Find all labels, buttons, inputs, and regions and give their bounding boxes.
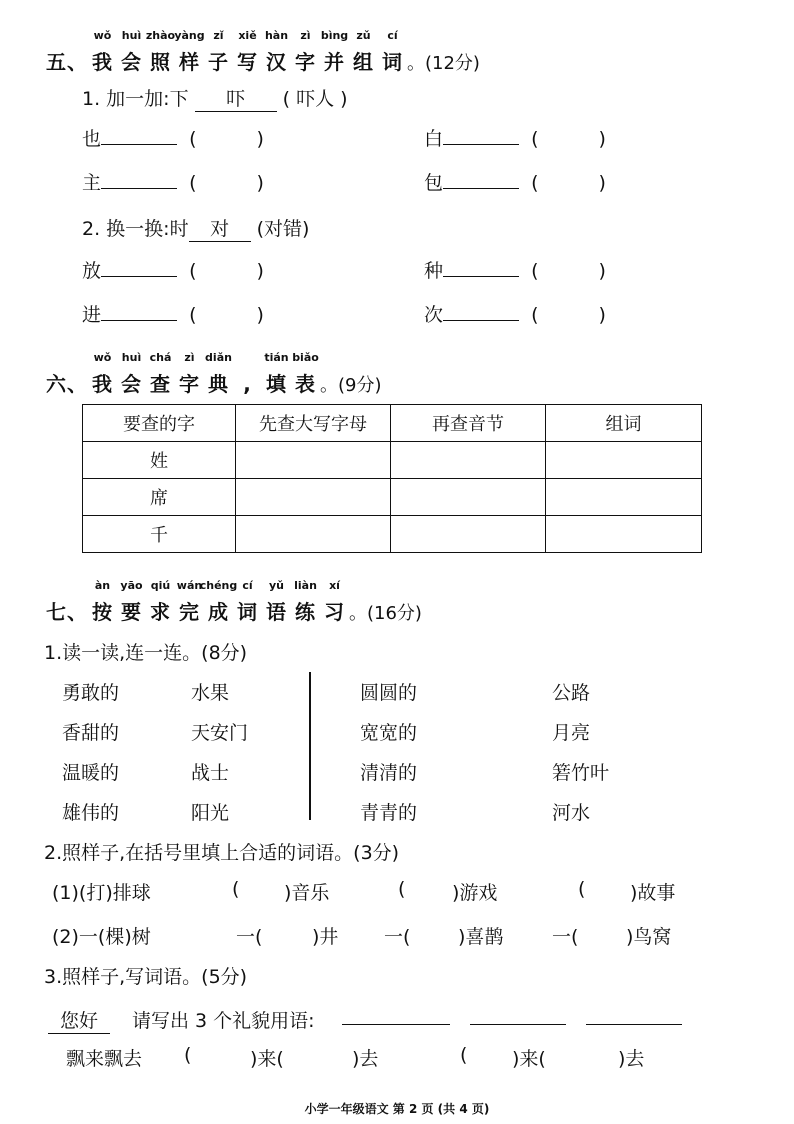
heading-char: huì 会 xyxy=(121,29,142,74)
section-5-score: 。(12分) xyxy=(407,53,480,74)
paren-open: ( xyxy=(578,878,586,900)
q3-word-part[interactable]: )来( xyxy=(250,1048,284,1070)
table-cell-empty[interactable] xyxy=(546,442,702,479)
match-item-d[interactable]: 公路 xyxy=(552,682,591,704)
dictionary-table xyxy=(82,404,702,553)
heading-char: hàn 汉 xyxy=(264,29,289,74)
s5-q1-line xyxy=(82,84,348,112)
pinyin-annotation: wán xyxy=(176,579,203,592)
pinyin-annotation: àn xyxy=(94,579,111,592)
s5-q1-item xyxy=(82,168,264,195)
s5-q1-item xyxy=(424,124,606,151)
s5-q2-char: 放 xyxy=(82,260,102,282)
heading-char: wǒ 我 xyxy=(92,351,113,396)
s5-q1-label: 1. 加一加:下 xyxy=(82,88,189,110)
page-footer: 小学一年级语文 第 2 页 (共 4 页) xyxy=(304,1102,490,1116)
column-divider xyxy=(309,672,311,820)
answer-blank[interactable] xyxy=(443,302,519,321)
q2-row2-word[interactable]: )井 xyxy=(312,926,339,948)
q3-example xyxy=(48,1006,110,1034)
heading-char: àn 按 xyxy=(92,579,113,624)
heading-char: huì 会 xyxy=(121,351,142,396)
heading-char: zì 字 xyxy=(295,29,316,74)
pinyin-annotation: yāo xyxy=(120,579,143,592)
match-item-b[interactable]: 战士 xyxy=(191,762,230,784)
s5-q1-item xyxy=(82,124,264,151)
heading-char: diǎn 典 xyxy=(205,351,232,396)
match-item-a[interactable]: 香甜的 xyxy=(62,722,120,744)
heading-char: , xyxy=(243,372,252,396)
table-row xyxy=(83,516,702,553)
s5-q2-example: 对 xyxy=(189,214,251,242)
answer-blank[interactable] xyxy=(443,170,519,189)
s5-q2-char: 种 xyxy=(424,260,444,282)
section-7-title xyxy=(46,579,422,625)
s5-q1-char: 包 xyxy=(424,172,444,194)
paren-close: ) xyxy=(598,304,606,326)
pinyin-annotation: chéng xyxy=(199,579,238,592)
match-item-c[interactable]: 宽宽的 xyxy=(360,722,418,744)
s5-q2-line xyxy=(82,214,309,242)
paren-close: ) xyxy=(256,172,264,194)
table-cell-empty[interactable] xyxy=(391,479,546,516)
paren-open: ( xyxy=(189,260,197,282)
heading-char: yǔ 语 xyxy=(266,579,287,624)
q2-row1-example: (1)(打)排球 xyxy=(52,882,151,904)
answer-blank[interactable] xyxy=(342,1024,450,1025)
heading-char: xiě 写 xyxy=(237,29,258,74)
pinyin-annotation: xí xyxy=(329,579,340,592)
q3-example-word: 您好 xyxy=(48,1006,110,1034)
answer-blank[interactable] xyxy=(101,258,177,277)
pinyin-annotation: xiě xyxy=(238,29,257,42)
section-6-score: 。(9分) xyxy=(320,375,382,396)
match-item-d[interactable]: 月亮 xyxy=(552,722,591,744)
heading-char: yàng 样 xyxy=(174,29,205,74)
paren-open: ( xyxy=(189,128,197,150)
heading-char: cí 词 xyxy=(237,579,258,624)
q3-prompt: 请写出 3 个礼貌用语: xyxy=(132,1010,315,1032)
s5-q1-char: 也 xyxy=(82,128,102,150)
q2-row2-prefix: 一( xyxy=(236,926,263,948)
q2-row2-example: (2)一(棵)树 xyxy=(52,926,151,948)
q3-word-part[interactable]: )去 xyxy=(618,1048,645,1070)
heading-char: yāo 要 xyxy=(120,579,143,624)
match-item-c[interactable]: 青青的 xyxy=(360,802,418,824)
heading-char: zhào 照 xyxy=(145,29,176,74)
table-header: 要查的字 xyxy=(83,405,236,442)
s5-q1-char: 白 xyxy=(424,128,444,150)
match-item-d[interactable]: 河水 xyxy=(552,802,591,824)
paren-close: ) xyxy=(598,260,606,282)
q2-row2-word[interactable]: )喜鹊 xyxy=(458,926,504,948)
pinyin-annotation: wǒ xyxy=(93,351,112,364)
match-item-b[interactable]: 阳光 xyxy=(191,802,230,824)
pinyin-annotation: huì xyxy=(121,29,142,42)
section-6-heading-chars xyxy=(88,351,320,396)
pinyin-annotation: yǔ xyxy=(268,579,285,592)
pinyin-annotation: yàng xyxy=(174,29,205,42)
pinyin-annotation: liàn xyxy=(294,579,317,592)
pinyin-annotation: zhào xyxy=(145,29,176,42)
paren-close: ) xyxy=(256,260,264,282)
pinyin-annotation: wǒ xyxy=(93,29,112,42)
s5-q2-label: 2. 换一换:时 xyxy=(82,218,189,240)
heading-char: zǔ 组 xyxy=(353,29,374,74)
section-5-number: 五、 xyxy=(46,50,88,74)
answer-blank[interactable] xyxy=(101,302,177,321)
heading-char: biǎo 表 xyxy=(292,351,319,396)
section-7-score: 。(16分) xyxy=(349,603,422,624)
pinyin-annotation: zì xyxy=(300,29,311,42)
pinyin-annotation: tián xyxy=(264,351,289,364)
heading-char: xí 习 xyxy=(324,579,345,624)
section-5-heading-chars xyxy=(88,29,407,74)
s5-q2-item xyxy=(424,300,606,327)
table-cell-empty[interactable] xyxy=(546,479,702,516)
table-cell-empty[interactable] xyxy=(546,516,702,553)
match-item-b[interactable]: 水果 xyxy=(191,682,230,704)
table-header: 组词 xyxy=(546,405,702,442)
heading-char: bìng 并 xyxy=(320,29,349,74)
table-cell-char: 千 xyxy=(83,516,236,553)
pinyin-annotation: bìng xyxy=(320,29,349,42)
table-header-row xyxy=(83,405,702,442)
paren-open: ( xyxy=(189,172,197,194)
s7-q3-label: 3.照样子,写词语。(5分) xyxy=(44,966,248,988)
s7-q1-label: 1.读一读,连一连。(8分) xyxy=(44,642,248,664)
pinyin-annotation: biǎo xyxy=(292,351,319,364)
paren-close: ) xyxy=(598,128,606,150)
s5-q2-item xyxy=(82,256,264,283)
match-item-b[interactable]: 天安门 xyxy=(191,722,249,744)
pinyin-annotation: zǔ xyxy=(356,29,371,42)
section-6-title xyxy=(46,351,382,397)
section-7-heading-chars xyxy=(88,579,349,624)
paren-open: ( xyxy=(531,128,539,150)
answer-blank[interactable] xyxy=(101,170,177,189)
match-item-d[interactable]: 箬竹叶 xyxy=(552,762,610,784)
paren-open: ( xyxy=(460,1044,468,1066)
heading-char: wán 完 xyxy=(176,579,203,624)
table-header: 再查音节 xyxy=(391,405,546,442)
pinyin-annotation: zǐ xyxy=(213,29,224,42)
s7-q2-label: 2.照样子,在括号里填上合适的词语。(3分) xyxy=(44,842,400,864)
table-cell-empty[interactable] xyxy=(236,516,391,553)
table-cell-empty[interactable] xyxy=(236,479,391,516)
paren-close: ) xyxy=(256,128,264,150)
q3-example-2: 飘来飘去 xyxy=(66,1048,143,1070)
match-item-c[interactable]: 清清的 xyxy=(360,762,418,784)
pinyin-annotation: hàn xyxy=(264,29,289,42)
answer-blank[interactable] xyxy=(101,126,177,145)
heading-char: chéng 成 xyxy=(199,579,238,624)
paren-open: ( xyxy=(531,260,539,282)
match-item-a[interactable]: 温暖的 xyxy=(62,762,120,784)
s5-q1-example: 吓 xyxy=(195,84,277,112)
match-item-c[interactable]: 圆圆的 xyxy=(360,682,418,704)
paren-close: ) xyxy=(598,172,606,194)
table-cell-empty[interactable] xyxy=(236,442,391,479)
s5-q1-char: 主 xyxy=(82,172,102,194)
table-header: 先查大写字母 xyxy=(236,405,391,442)
table-row xyxy=(83,479,702,516)
match-item-a[interactable]: 勇敢的 xyxy=(62,682,120,704)
pinyin-annotation: cí xyxy=(242,579,253,592)
table-cell-empty[interactable] xyxy=(391,442,546,479)
answer-blank[interactable] xyxy=(470,1024,566,1025)
answer-blank[interactable] xyxy=(443,126,519,145)
paren-open: ( xyxy=(189,304,197,326)
q2-row2-prefix: 一( xyxy=(552,926,579,948)
table-cell-char: 席 xyxy=(83,479,236,516)
answer-blank[interactable] xyxy=(443,258,519,277)
s5-q1-item xyxy=(424,168,606,195)
pinyin-annotation: cí xyxy=(387,29,398,42)
q2-row1-word[interactable]: )音乐 xyxy=(284,882,330,904)
heading-char: cí 词 xyxy=(382,29,403,74)
match-item-a[interactable]: 雄伟的 xyxy=(62,802,120,824)
pinyin-annotation: huì xyxy=(121,351,142,364)
heading-char: liàn 练 xyxy=(294,579,317,624)
s5-q2-item xyxy=(82,300,264,327)
pinyin-annotation: chá xyxy=(149,351,172,364)
section-5-title xyxy=(46,29,480,75)
paren-open: ( xyxy=(531,172,539,194)
paren-close: ) xyxy=(256,304,264,326)
s5-q2-char: 次 xyxy=(424,304,444,326)
table-cell-char: 姓 xyxy=(83,442,236,479)
pinyin-annotation: diǎn xyxy=(205,351,232,364)
paren-open: ( xyxy=(398,878,406,900)
q2-row2-prefix: 一( xyxy=(384,926,411,948)
paren-open: ( xyxy=(531,304,539,326)
answer-blank[interactable] xyxy=(586,1024,682,1025)
heading-char: zǐ 子 xyxy=(208,29,229,74)
q3-word-part[interactable]: )来( xyxy=(512,1048,546,1070)
heading-char: wǒ 我 xyxy=(92,29,113,74)
q2-row1-word[interactable]: )故事 xyxy=(630,882,676,904)
paren-open: ( xyxy=(232,878,240,900)
q2-row2-word[interactable]: )鸟窝 xyxy=(626,926,672,948)
pinyin-annotation: zì xyxy=(184,351,195,364)
heading-char: chá 查 xyxy=(149,351,172,396)
table-cell-empty[interactable] xyxy=(391,516,546,553)
section-7-number: 七、 xyxy=(46,600,88,624)
s5-q2-char: 进 xyxy=(82,304,102,326)
q2-row1-word[interactable]: )游戏 xyxy=(452,882,498,904)
section-6-number: 六、 xyxy=(46,372,88,396)
heading-char: tián 填 xyxy=(264,351,289,396)
s5-q2-word: (对错) xyxy=(256,218,310,240)
s5-q2-item xyxy=(424,256,606,283)
pinyin-annotation: qiú xyxy=(150,579,171,592)
paren-open: ( xyxy=(184,1044,192,1066)
s5-q1-word: ( 吓人 ) xyxy=(282,88,348,110)
q3-word-part[interactable]: )去 xyxy=(352,1048,379,1070)
heading-char: qiú 求 xyxy=(150,579,171,624)
heading-char: zì 字 xyxy=(179,351,200,396)
table-row xyxy=(83,442,702,479)
